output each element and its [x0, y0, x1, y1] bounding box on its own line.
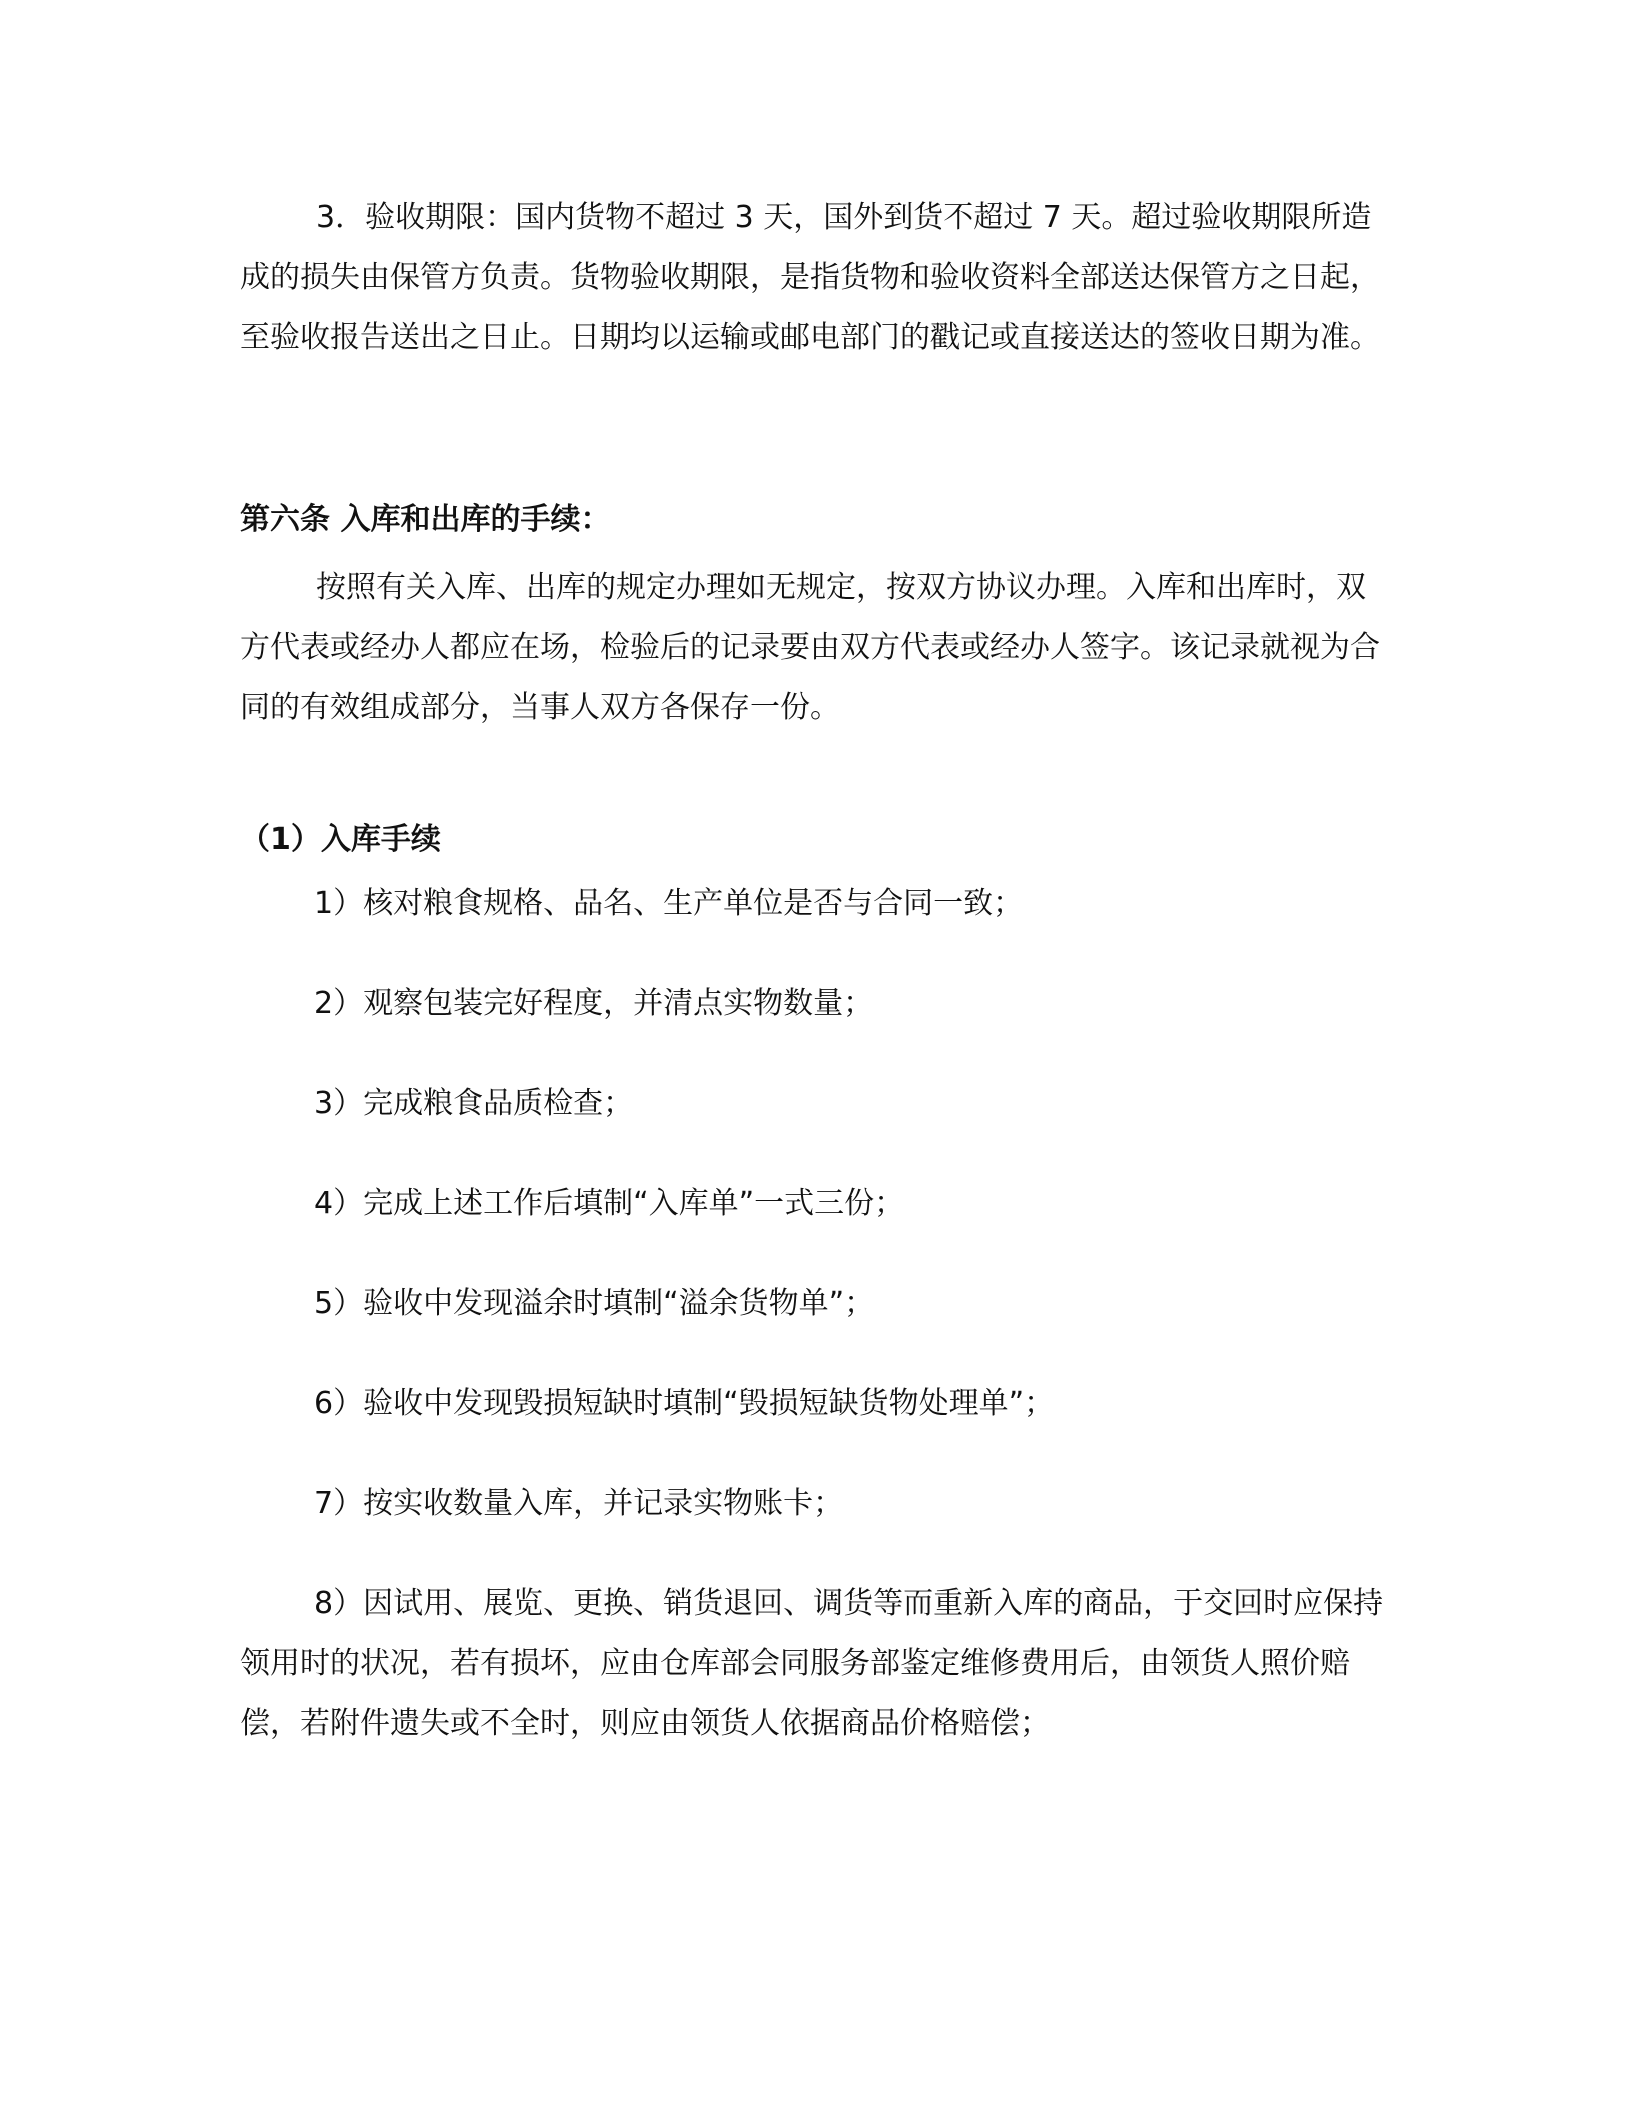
acceptance-period-paragraph: 3．验收期限：国内货物不超过 3 天，国外到货不超过 7 天。超过验收期限所造成的损失由保管方负责。货物验收期限，是指货物和验收资料全部送达保管方之日起，至验收报告送出之日止。日期均以运输或邮电部门的戳记或直接送达的签收日期为准。 — [240, 200, 1380, 355]
inbound-item-2: 2）观察包装完好程度，并清点实物数量； — [314, 986, 874, 1021]
inbound-item-5: 5）验收中发现溢余时填制“溢余货物单”； — [314, 1286, 875, 1321]
article-six-paragraph: 按照有关入库、出库的规定办理如无规定，按双方协议办理。入库和出库时，双方代表或经办人都应在场，检验后的记录要由双方代表或经办人签字。该记录就视为合同的有效组成部分，当事人双方各保存一份。 — [240, 570, 1380, 725]
inbound-procedure-title: （1）入库手续 — [240, 822, 441, 857]
inbound-item-1: 1）核对粮食规格、品名、生产单位是否与合同一致； — [314, 886, 1024, 921]
inbound-item-7: 7）按实收数量入库，并记录实物账卡； — [314, 1486, 844, 1521]
inbound-item-3: 3）完成粮食品质检查； — [314, 1086, 634, 1121]
article-six-title: 第六条 入库和出库的手续： — [240, 502, 611, 537]
inbound-item-4: 4）完成上述工作后填制“入库单”一式三份； — [314, 1186, 905, 1221]
inbound-item-6: 6）验收中发现毁损短缺时填制“毁损短缺货物处理单”； — [314, 1386, 1055, 1421]
inbound-item-8: 8）因试用、展览、更换、销货退回、调货等而重新入库的商品，于交回时应保持领用时的状况，若有损坏，应由仓库部会同服务部鉴定维修费用后，由领货人照价赔偿，若附件遗失或不全时，则应由领货人依据商品价格赔偿； — [240, 1586, 1384, 1741]
